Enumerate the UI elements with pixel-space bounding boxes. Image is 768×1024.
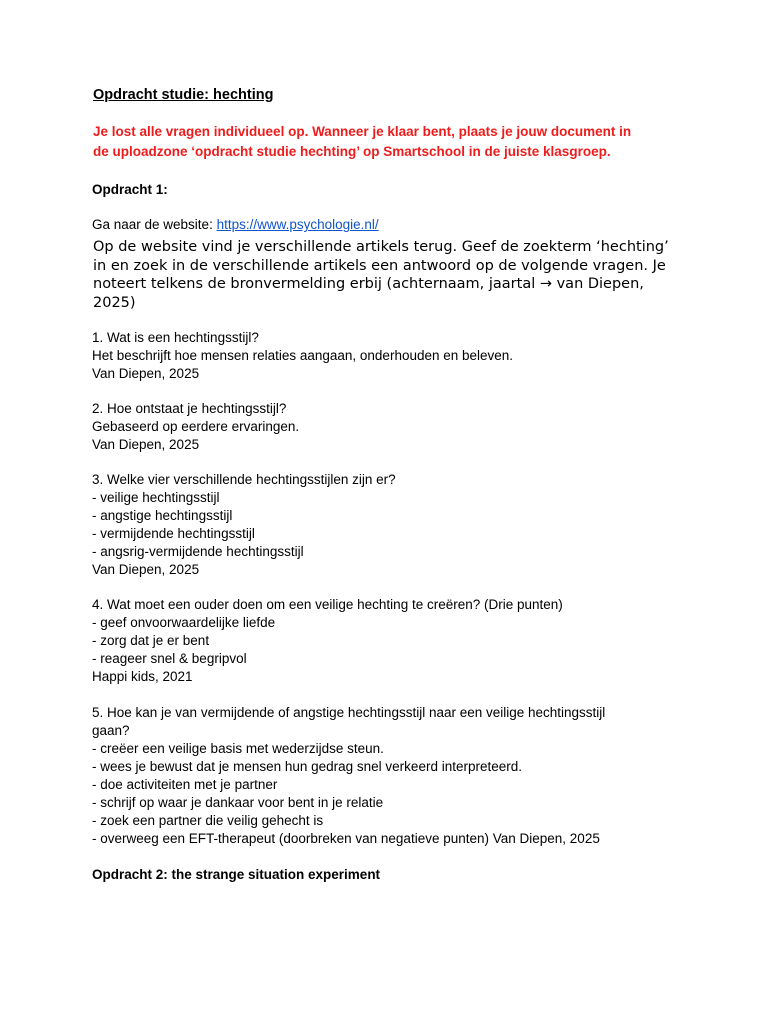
source-line: Van Diepen, 2025	[92, 366, 200, 381]
question-line: 2. Hoe ontstaat je hechtingsstijl?	[92, 401, 287, 416]
intro-line-2: de uploadzone ‘opdracht studie hechting’ op Smartschool in de juiste klasgroep.	[93, 144, 611, 159]
instruction-line: noteert telkens de bronvermelding erbij (achternaam, jaartal → van Diepen,	[93, 276, 644, 292]
answer-line: - veilige hechtingsstijl	[92, 490, 220, 505]
answer-line: - angstige hechtingsstijl	[92, 508, 233, 523]
intro-line-1: Je lost alle vragen individueel op. Wanneer je klaar bent, plaats je jouw document in	[93, 124, 632, 139]
website-line	[92, 216, 379, 234]
instruction-line: Op de website vind je verschillende artikels terug. Geef de zoekterm ‘hechting’	[93, 239, 669, 255]
question-line: gaan?	[92, 723, 130, 738]
answer-line: - reageer snel & begripvol	[92, 651, 247, 666]
question-line: 4. Wat moet een ouder doen om een veilige hechting te creëren? (Drie punten)	[92, 597, 563, 612]
answer-line: - overweeg een EFT-therapeut (doorbreken van negatieve punten) Van Diepen, 2025	[92, 831, 600, 846]
question-line: 5. Hoe kan je van vermijdende of angstige hechtingsstijl naar een veilige hechtingsstijl	[92, 705, 606, 720]
question-2	[92, 400, 299, 454]
source-line: Van Diepen, 2025	[92, 562, 200, 577]
source-line: Van Diepen, 2025	[92, 437, 200, 452]
website-link[interactable]: https://www.psychologie.nl/	[216, 217, 379, 232]
question-1	[92, 329, 513, 383]
opdracht-1-heading: Opdracht 1:	[92, 182, 168, 197]
answer-line: - wees je bewust dat je mensen hun gedrag snel verkeerd interpreteerd.	[92, 759, 522, 774]
answer-line: - zorg dat je er bent	[92, 633, 210, 648]
answer-line: - angsrig-vermijdende hechtingsstijl	[92, 544, 304, 559]
instructions-paragraph	[93, 238, 673, 312]
answer-line: - schrijf op waar je dankaar voor bent in je relatie	[92, 795, 384, 810]
answer-line: Gebaseerd op eerdere ervaringen.	[92, 419, 300, 434]
answer-line: Het beschrijft hoe mensen relaties aangaan, onderhouden en beleven.	[92, 348, 514, 363]
question-line: 3. Welke vier verschillende hechtingsstijlen zijn er?	[92, 472, 396, 487]
answer-line: - creëer een veilige basis met wederzijdse steun.	[92, 741, 384, 756]
question-4	[92, 596, 563, 686]
opdracht-2-heading: Opdracht 2: the strange situation experiment	[92, 867, 381, 882]
answer-line: - geef onvoorwaardelijke liefde	[92, 615, 276, 630]
document-title: Opdracht studie: hechting	[93, 87, 274, 103]
source-line: Happi kids, 2021	[92, 669, 193, 684]
instruction-line: in en zoek in de verschillende artikels een antwoord op de volgende vragen. Je	[93, 257, 666, 274]
instruction-line: 2025)	[93, 294, 136, 311]
website-prefix: Ga naar de website:	[92, 217, 217, 232]
question-3	[92, 471, 396, 579]
answer-line: - zoek een partner die veilig gehecht is	[92, 813, 324, 828]
answer-line: - doe activiteiten met je partner	[92, 777, 278, 792]
question-5	[92, 704, 605, 848]
question-line: 1. Wat is een hechtingsstijl?	[92, 330, 259, 345]
answer-line: - vermijdende hechtingsstijl	[92, 526, 255, 541]
